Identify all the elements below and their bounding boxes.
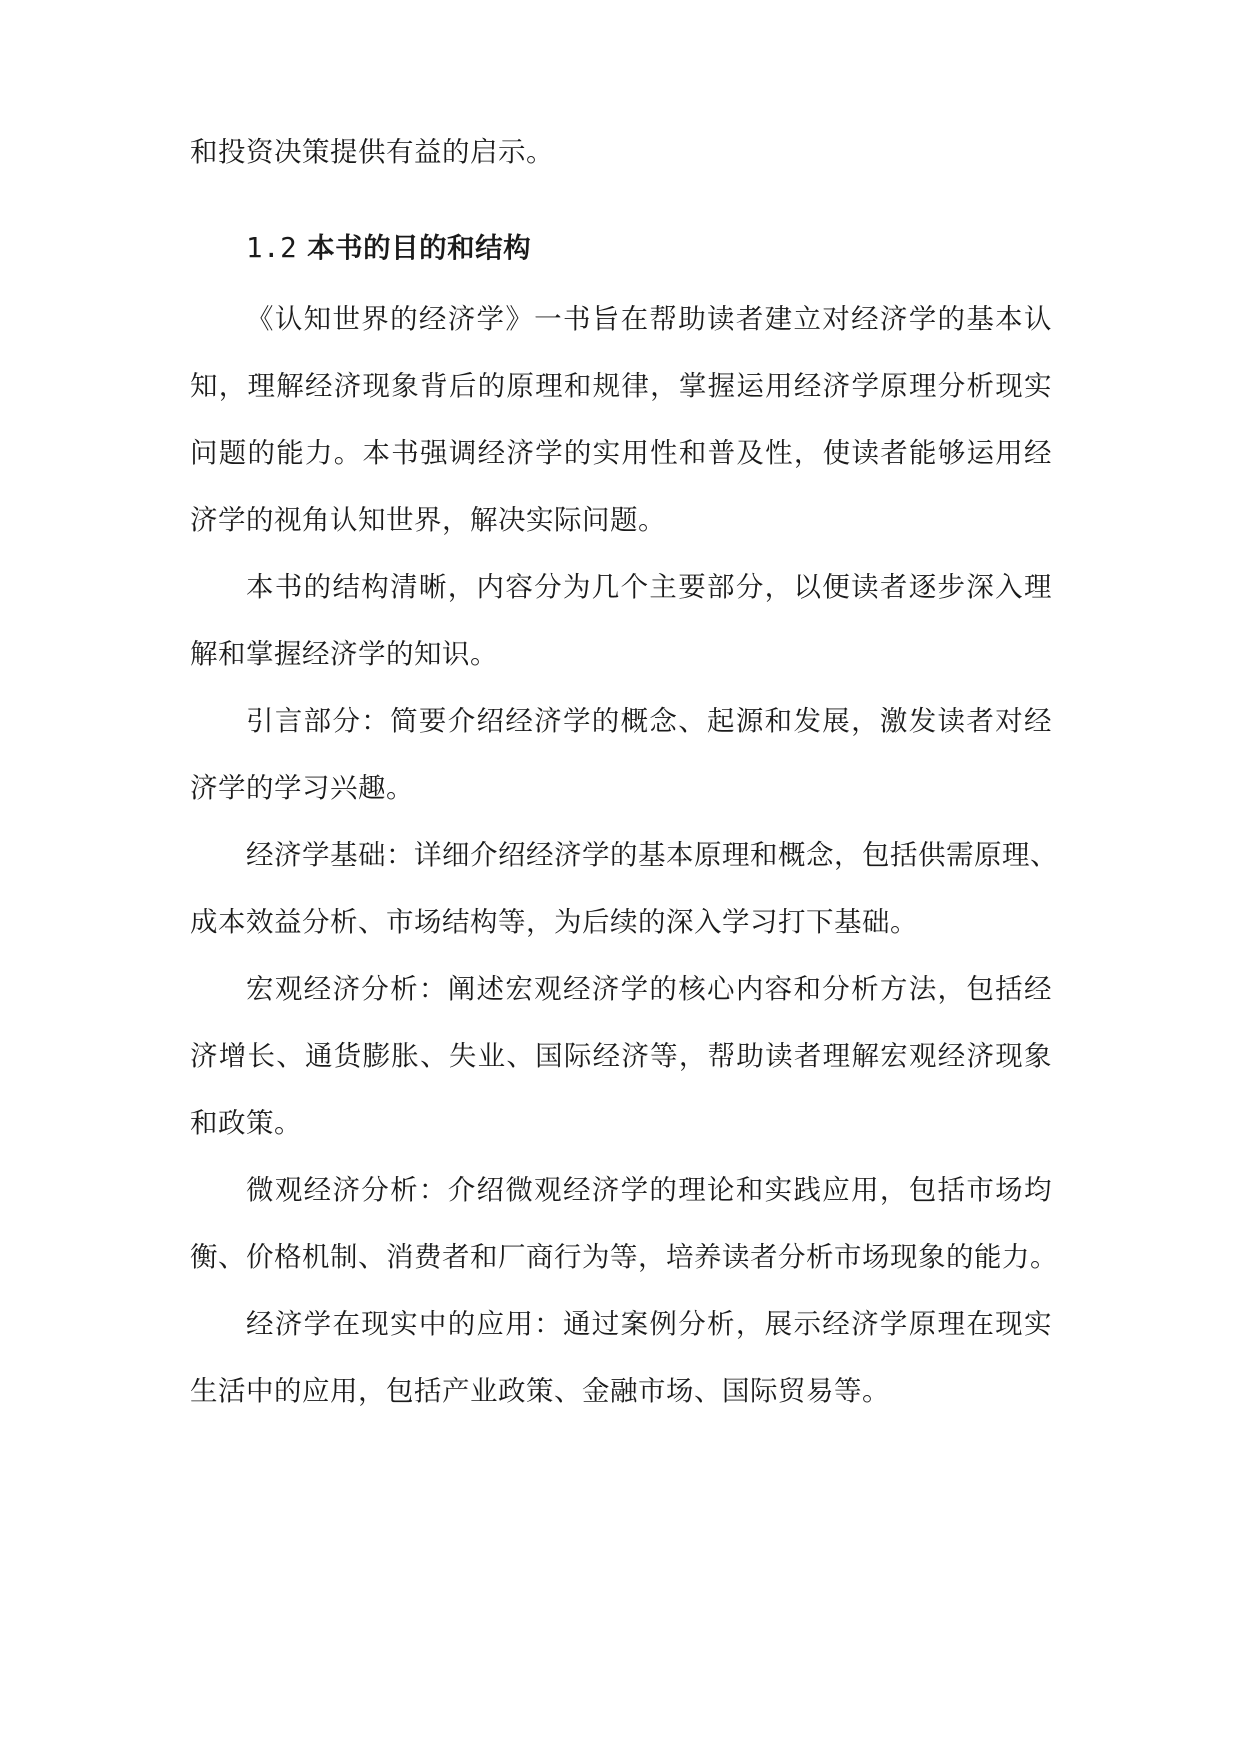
paragraph-line: 济增长、通货膨胀、失业、国际经济等，帮助读者理解宏观经济现象 <box>190 1040 1052 1072</box>
continuation-line: 和投资决策提供有益的启示。 <box>190 136 554 168</box>
section-heading <box>246 231 531 265</box>
paragraph-line: 引言部分：简要介绍经济学的概念、起源和发展，激发读者对经 <box>246 705 1052 737</box>
paragraph-line: 经济学基础：详细介绍经济学的基本原理和概念，包括供需原理、 <box>246 839 1058 871</box>
paragraph-line: 《认知世界的经济学》一书旨在帮助读者建立对经济学的基本认 <box>246 303 1052 335</box>
section-title: 本书的目的和结构 <box>307 232 532 264</box>
paragraph-line: 济学的学习兴趣。 <box>190 772 414 804</box>
paragraph-line: 济学的视角认知世界，解决实际问题。 <box>190 504 666 536</box>
paragraph-line: 和政策。 <box>190 1107 302 1139</box>
paragraph-line: 衡、价格机制、消费者和厂商行为等，培养读者分析市场现象的能力。 <box>190 1241 1058 1273</box>
paragraph-line: 问题的能力。本书强调经济学的实用性和普及性，使读者能够运用经 <box>190 437 1052 469</box>
paragraph-line: 经济学在现实中的应用：通过案例分析，展示经济学原理在现实 <box>246 1308 1052 1340</box>
paragraph-line: 成本效益分析、市场结构等，为后续的深入学习打下基础。 <box>190 906 918 938</box>
paragraph-line: 解和掌握经济学的知识。 <box>190 638 498 670</box>
paragraph-line: 生活中的应用，包括产业政策、金融市场、国际贸易等。 <box>190 1375 890 1407</box>
paragraph-line: 微观经济分析：介绍微观经济学的理论和实践应用，包括市场均 <box>246 1174 1052 1206</box>
section-number: 1.2 <box>246 232 298 264</box>
paragraph-line: 宏观经济分析：阐述宏观经济学的核心内容和分析方法，包括经 <box>246 973 1052 1005</box>
paragraph-line: 本书的结构清晰，内容分为几个主要部分，以便读者逐步深入理 <box>246 571 1052 603</box>
paragraph-line: 知，理解经济现象背后的原理和规律，掌握运用经济学原理分析现实 <box>190 370 1052 402</box>
